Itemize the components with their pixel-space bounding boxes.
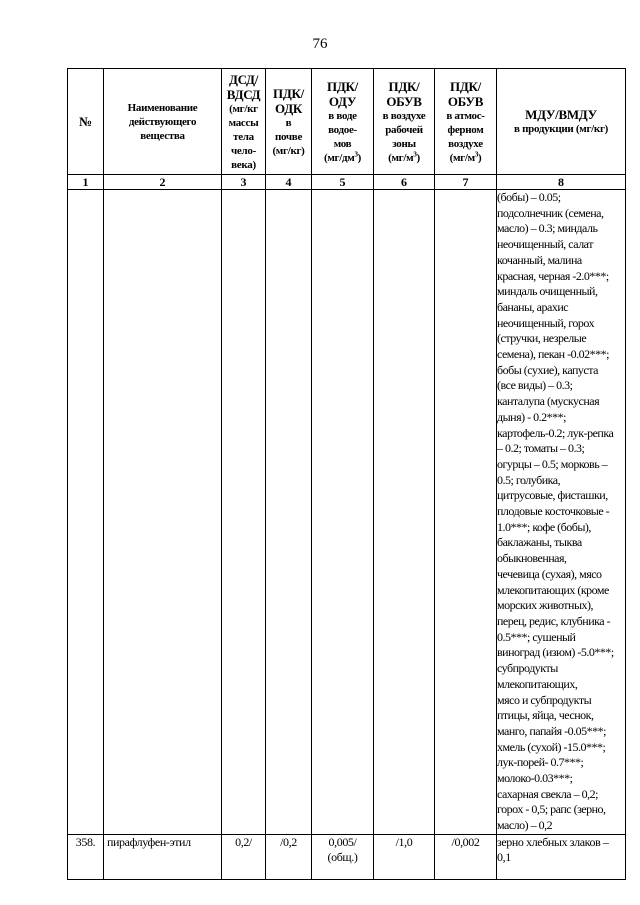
mrl-line: молоко-0.03***; (497, 771, 573, 786)
column-number: 3 (222, 175, 266, 190)
mrl-line: 0.5; голубика, (497, 472, 561, 487)
mrl-line: подсолнечник (семена, (497, 205, 604, 220)
mrl-line: млекопитающих, (497, 676, 578, 691)
column-number: 4 (266, 175, 312, 190)
mrl-line: огурцы – 0.5; морковь – (497, 456, 608, 471)
mrl-line: чечевица (сухая), мясо (497, 566, 602, 581)
column-number: 5 (312, 175, 374, 190)
mrl-line: птицы, яйца, чеснок, (497, 708, 594, 723)
column-number: 1 (68, 175, 104, 190)
mrl-line: баклажаны, тыква (497, 535, 582, 550)
mrl-line: обыкновенная, (497, 551, 567, 566)
mrl-line: субпродукты (497, 661, 558, 676)
entry-pdk-work-air: /1,0 (374, 834, 435, 879)
mrl-line: горох - 0,5; рапс (зерно, (497, 802, 606, 817)
column-number: 6 (374, 175, 435, 190)
empty-cell (435, 190, 497, 835)
table-row (68, 834, 626, 879)
column-number: 8 (497, 175, 626, 190)
header-row (68, 69, 626, 175)
mrl-line: бобы (сухие), капуста (497, 362, 598, 377)
mrl-line: неочищенный, салат (497, 237, 593, 252)
mrl-line: сахарная свекла – 0,2; (497, 786, 598, 801)
header-mrl: МДУ/ВМДУ в продукции (мг/кг) (497, 69, 626, 175)
empty-cell (374, 190, 435, 835)
header-pdk-atm-air: ПДК/ ОБУВ в атмос- ферном воздухе $(мг/м^3)$ (435, 69, 497, 175)
column-number: 7 (435, 175, 497, 190)
page-number: 76 (312, 36, 328, 52)
mrl-line: перец, редис, клубника - (497, 613, 611, 628)
mrl-continuation-text (497, 190, 625, 834)
continuation-row (68, 190, 626, 835)
mrl-line: лук-порей- 0.7***; (497, 755, 584, 770)
column-number: 2 (104, 175, 222, 190)
mrl-line: кочанный, малина (497, 252, 582, 267)
header-substance-name: Наименование действующего вещества (104, 69, 222, 175)
pesticide-table (67, 68, 626, 880)
header-pdk-work-air: ПДК/ ОБУВ в воздухе рабочей зоны $(мг/м^3)$ (374, 69, 435, 175)
header-dsd: ДСД/ ВДСД (мг/кг массы тела чело- века) (222, 69, 266, 175)
empty-cell (266, 190, 312, 835)
mrl-line: неочищенный, горох (497, 315, 595, 330)
mrl-line: 0.5***; сушеный (497, 629, 576, 644)
entry-pdk-water: 0,005/ (общ.) (312, 834, 374, 879)
mrl-line: семена), пекан -0.02***; (497, 347, 609, 362)
mrl-line: канталупа (мускусная (497, 394, 600, 409)
mrl-line: бананы, арахис (497, 299, 569, 314)
mrl-line: манго, папайя -0.05***; (497, 723, 606, 738)
empty-cell (222, 190, 266, 835)
mrl-line: масло) – 0.3; миндаль (497, 221, 598, 236)
mrl-line: морских животных), (497, 598, 594, 613)
mrl-line: масло) – 0,2 (497, 818, 553, 833)
mrl-line: картофель-0.2; лук-репка (497, 425, 614, 440)
mrl-line: виноград (изюм) -5.0***; (497, 645, 614, 660)
entry-substance-name: пирафлуфен-этил (104, 834, 222, 879)
entry-pdk-atm-air: /0,002 (435, 834, 497, 879)
entry-mrl: зерно хлебных злаков – 0,1 (497, 834, 626, 879)
mrl-line: млекопитающих (кроме (497, 582, 609, 597)
mrl-line: (бобы) – 0.05; (497, 190, 561, 204)
header-pdk-water: ПДК/ ОДУ в воде водое- мов $(мг/дм^3)$ (312, 69, 374, 175)
mrl-continuation-cell (497, 190, 626, 835)
mrl-line: миндаль очищенный, (497, 284, 598, 299)
empty-cell (104, 190, 222, 835)
mrl-line: (все виды) – 0.3; (497, 378, 573, 393)
mrl-line: – 0.2; томаты – 0.3; (497, 441, 585, 456)
entry-pdk-soil: /0,2 (266, 834, 312, 879)
header-number: № (68, 69, 104, 175)
entry-number: 358. (68, 834, 104, 879)
header-pdk-soil: ПДК/ ОДК в почве (мг/кг) (266, 69, 312, 175)
column-number-row (68, 175, 626, 190)
empty-cell (312, 190, 374, 835)
mrl-line: цитрусовые, фисташки, (497, 488, 608, 503)
entry-dsd: 0,2/ (222, 834, 266, 879)
mrl-line: (стручки, незрелые (497, 331, 587, 346)
mrl-line: дыня) - 0.2***; (497, 409, 566, 424)
empty-cell (68, 190, 104, 835)
mrl-line: плодовые косточковые - (497, 504, 610, 519)
mrl-line: хмель (сухой) -15.0***; (497, 739, 606, 754)
mrl-line: мясо и субпродукты (497, 692, 592, 707)
mrl-line: красная, черная -2.0***; (497, 268, 609, 283)
mrl-line: 1.0***; кофе (бобы), (497, 519, 591, 534)
